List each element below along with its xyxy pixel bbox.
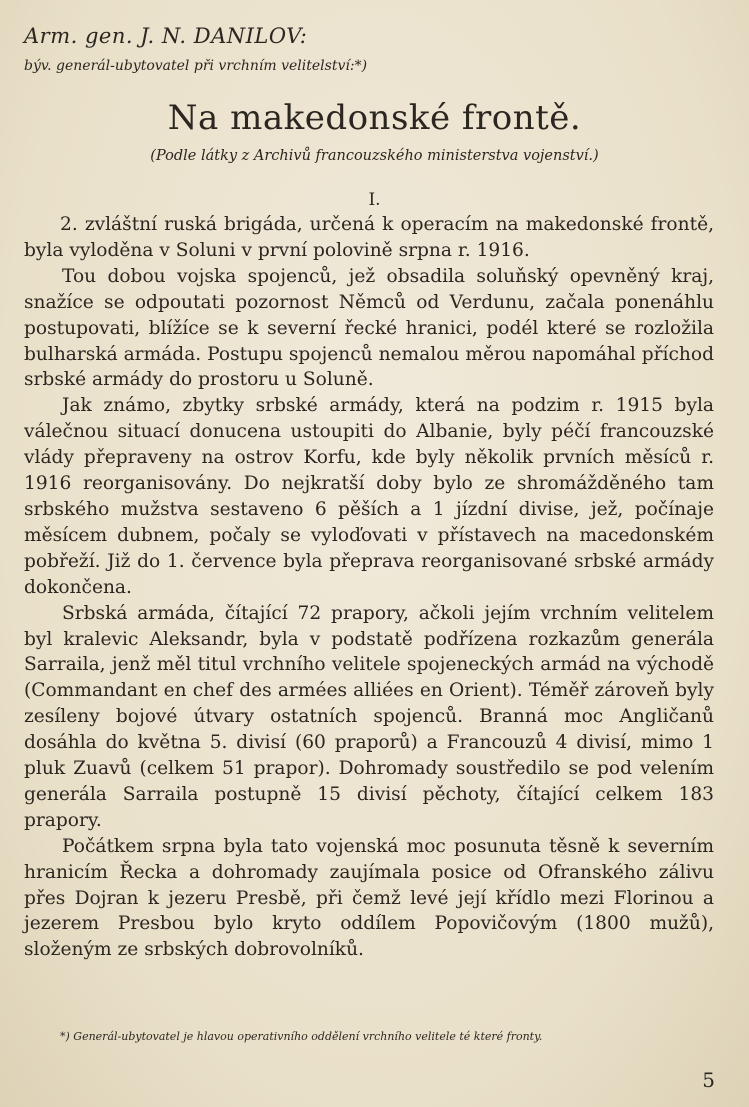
paragraph-1: 2. zvláštní ruská brigáda, určená k operacím na makedonské frontě, byla vyloděna v Soluni v první polovině srpna r. 1916. xyxy=(24,214,714,261)
footnote: *) Generál-ubytovatel je hlavou operativního oddělení vrchního velitele té které fronty. xyxy=(60,1030,543,1043)
author-name: Arm. gen. J. N. DANILOV: xyxy=(24,24,308,48)
section-number: I. xyxy=(368,190,381,210)
author-role: býv. generál-ubytovatel při vrchním velitelství:*) xyxy=(24,58,368,74)
article-body xyxy=(24,212,714,963)
article-title: Na makedonské frontě. xyxy=(167,98,582,138)
paragraph-2: Tou dobou vojska spojenců, jež obsadila soluňský opevněný kraj, snažíce se odpoutati pozornost Němců od Verdunu, začala ponenáhlu postupovati, blížíce se k severní řecké hranici, podél které se rozložila bulharská armáda. Postupu spojenců nemalou měrou napomáhal příchod srbské armády do prostoru u Soluně. xyxy=(24,265,714,391)
page-number: 5 xyxy=(702,1068,715,1092)
paragraph-3: Jak známo, zbytky srbské armády, která na podzim r. 1915 byla válečnou situací donucena ustoupiti do Albanie, byly péčí francouzské vlády přepraveny na ostrov Korfu, kde byly několik prvních měsíců r. 1916 reorganisovány. Do nejkratší doby bylo ze shromážděného tam srbského mužstva sestaveno 6 pěších a 1 jízdní divise, jež, počínaje měsícem dubnem, počaly se vyloďovati v přístavech na macedonském pobřeží. Již do 1. července byla přeprava reorganisované srbské armády dokončena. xyxy=(24,395,714,598)
paragraph-5: Počátkem srpna byla tato vojenská moc posunuta těsně k severním hranicím Řecka a dohromady zaujímala posice od Ofranského zálivu přes Dojran k jezeru Presbě, při čemž levé její křídlo mezi Florinou a jezerem Presbou bylo kryto oddílem Popovičovým (1800 mužů), složeným ze srbských dobrovolníků. xyxy=(24,835,714,961)
article-subtitle: (Podle látky z Archivů francouzského ministerstva vojenství.) xyxy=(150,148,599,164)
paragraph-4: Srbská armáda, čítající 72 prapory, ačkoli jejím vrchním velitelem byl kralevic Aleksandr, byla v podstatě podřízena rozkazům generála Sarraila, jenž měl titul vrchního velitele spojeneckých armád na východě (Commandant en chef des armées alliées en Orient). Téměř zároveň byly zesíleny bojové útvary ostatních spojenců. Branná moc Angličanů dosáhla do května 5. divisí (60 praporů) a Francouzů 4 divisí, mimo 1 pluk Zuavů (celkem 51 prapor). Dohromady soustředilo se pod velením generála Sarraila postupně 15 divisí pěchoty, čítající celkem 183 prapory. xyxy=(24,602,714,831)
